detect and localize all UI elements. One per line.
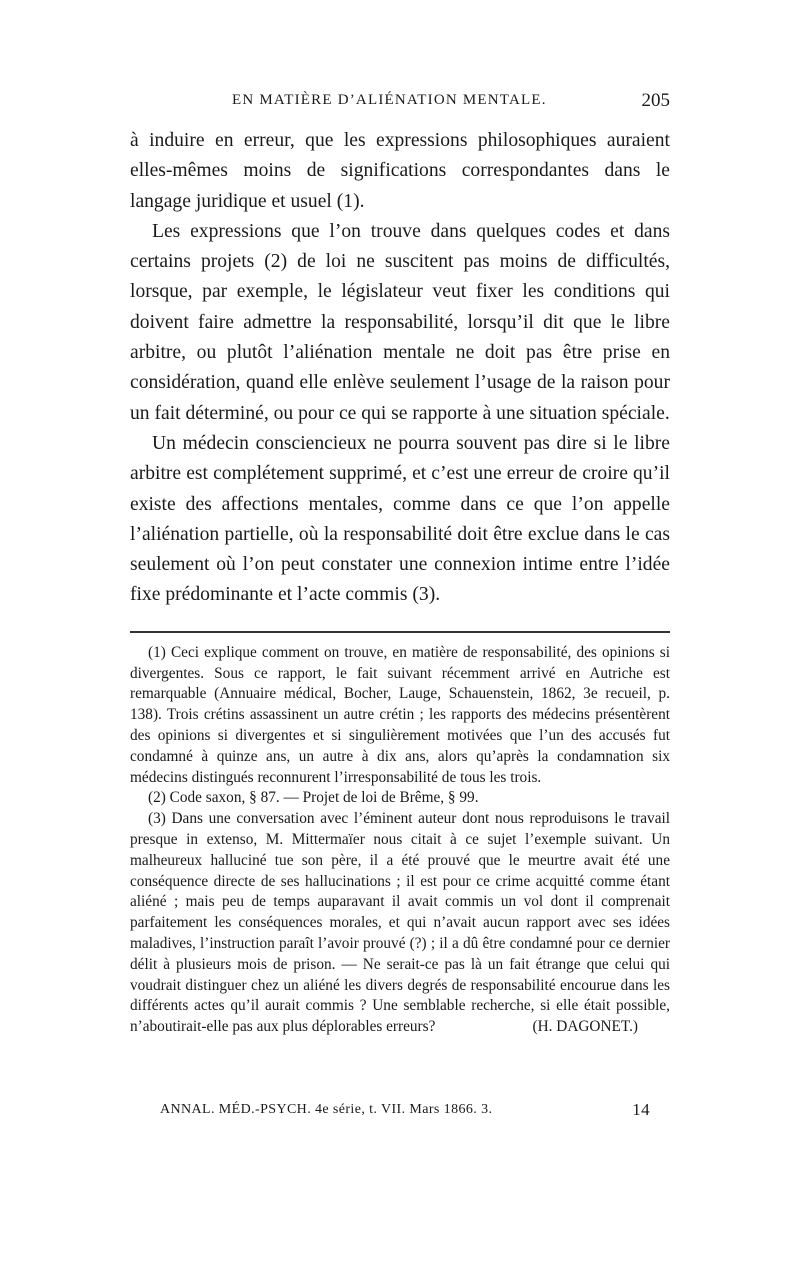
paragraph: Un médecin consciencieux ne pourra souvent pas dire si le libre arbitre est complétement supprimé, et c’est une erreur de croire qu’il existe des affections mentales, comme dans ce que l’on appelle l’aliénation partielle, où la responsabilité doit être exclue dans le cas seulement où l’on peut constater une connexion intime entre l’idée fixe prédominante et l’acte commis (3). — [130, 432, 670, 606]
paragraph: Les expressions que l’on trouve dans quelques codes et dans certains projets (2) de loi ne suscitent pas moins de difficultés, lorsque, par exemple, le législateur veut fixer les conditions qui doivent faire admettre la responsabilité, lorsqu’il dit que le libre arbitre, ou plutôt l’aliénation mentale ne doit pas être prise en considération, quand elle enlève seulement l’usage de la raison pour un fait déterminé, ou pour ce qui se rapporte à une situation spéciale. — [130, 220, 670, 424]
main-text — [130, 126, 670, 611]
book-page — [130, 90, 670, 1038]
footnote-2: (2) Code saxon, § 87. — Projet de loi de Brême, § 99. — [148, 789, 479, 807]
footnote-3 — [130, 809, 670, 1038]
footnote-3-text: (3) Dans une conversation avec l’éminent auteur dont nous reproduisons le travail presque in extenso, M. Mittermaïer nous citait à ce sujet l’exemple suivant. Un malheureux halluciné tue son père, il a été prouvé que le meurtre avait été une conséquence directe de ses hallucinations ; il est pour ce crime acquitté comme étant aliéné ; mais peu de temps auparavant il avait commis un vol dont il comprenait parfaitement les conséquences morales, et qui n’avait aucun rapport avec ses idées maladives, l’instruction paraît l’avoir prouvé (?) ; il a dû être condamné pour ce dernier délit à plusieurs mois de prison. — Ne serait-ce pas là un fait étrange que celui qui voudrait distinguer chez un aliéné les divers degrés de responsabilité encourue dans les différents actes qu’il aurait commis ? Une semblable recherche, si elle était possible, n’aboutirait-elle pas aux plus déplorables erreurs? — [130, 810, 670, 1036]
author-signature: (H. DAGONET.) — [532, 1018, 638, 1036]
footnote-1: (1) Ceci explique comment on trouve, en matière de responsabilité, des opinions si divergentes. Sous ce rapport, le fait suivant récemment arrivé en Autriche est remarquable (Annuaire médical, Bocher, Lauge, Schauenstein, 1862, 3e recueil, p. 138). Trois crétins assassinent un autre crétin ; les rapports des médecins présentèrent des opinions si divergentes et si singulièrement motivées que l’un des accusés fut condamné à quinze ans, un autre à dix ans, alors qu’après la condamnation six médecins distingués reconnurent l’irresponsabilité de tous les trois. — [130, 643, 670, 786]
running-head — [130, 90, 670, 116]
page-number: 205 — [641, 90, 670, 111]
signature-mark: 14 — [632, 1100, 650, 1119]
footnote-separator — [130, 631, 670, 633]
footnotes — [130, 643, 670, 1038]
paragraph: à induire en erreur, que les expressions philosophiques auraient elles-mêmes moins de significations correspondantes dans le langage juridique et usuel (1). — [130, 130, 670, 212]
journal-line: ANNAL. MÉD.-PSYCH. 4e série, t. VII. Mars 1866. 3. — [160, 1102, 493, 1117]
journal-footer — [160, 1102, 650, 1124]
running-title: EN MATIÈRE D’ALIÉNATION MENTALE. — [232, 92, 547, 108]
